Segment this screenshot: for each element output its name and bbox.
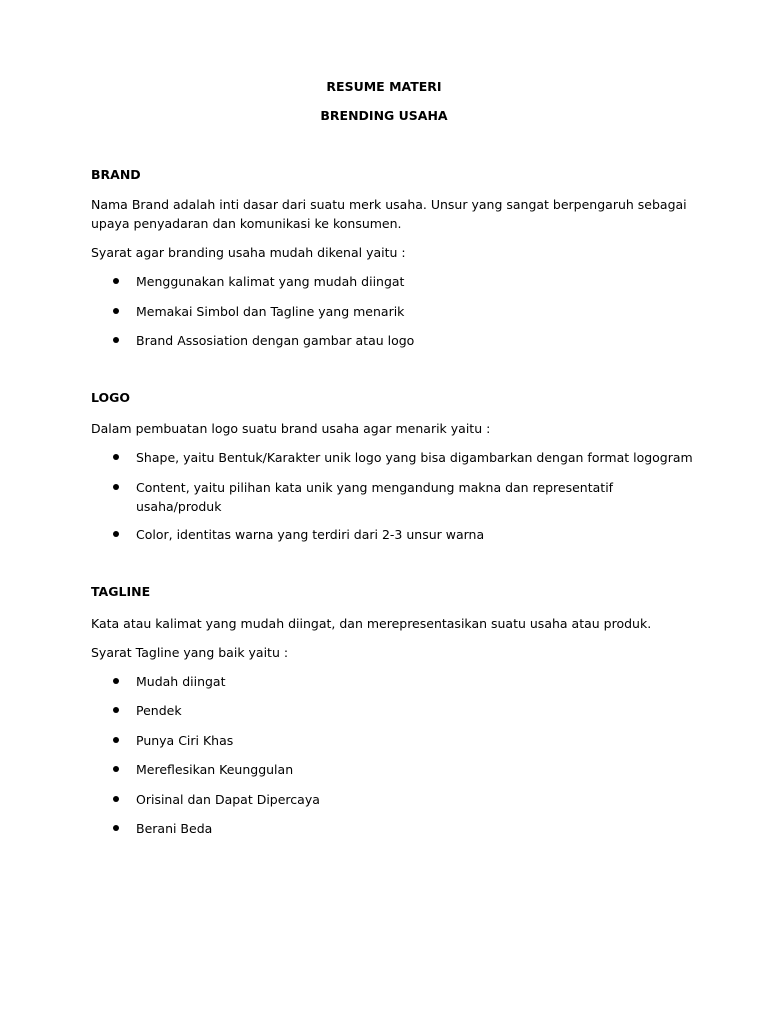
bullet-icon (113, 825, 119, 831)
list-item-text: Content, yaitu pilihan kata unik yang mengandung makna dan representatif usaha/produk (136, 480, 614, 514)
list-item-text: Mudah diingat (136, 674, 226, 689)
section-heading-brand: BRAND (91, 167, 141, 182)
brand-paragraph-2: Syarat agar branding usaha mudah dikenal yaitu : (91, 245, 406, 260)
list-item-text: Punya Ciri Khas (136, 733, 234, 748)
list-item-text: Pendek (136, 703, 182, 718)
bullet-icon (113, 454, 119, 460)
bullet-icon (113, 707, 119, 713)
list-item-text: Berani Beda (136, 821, 213, 836)
logo-paragraph-1: Dalam pembuatan logo suatu brand usaha agar menarik yaitu : (91, 421, 491, 436)
document-subtitle: BRENDING USAHA (320, 108, 448, 123)
list-item-text: Mereflesikan Keunggulan (136, 762, 294, 777)
list-item-text: Orisinal dan Dapat Dipercaya (136, 792, 320, 807)
bullet-icon (113, 766, 119, 772)
bullet-icon (113, 796, 119, 802)
list-item-text: Brand Assosiation dengan gambar atau logo (136, 333, 415, 348)
brand-paragraph-1: Nama Brand adalah inti dasar dari suatu merk usaha. Unsur yang sangat berpengaruh sebagai upaya penyadaran dan komunikasi ke konsumen. (91, 197, 687, 231)
list-item-text: Color, identitas warna yang terdiri dari 2-3 unsur warna (136, 527, 485, 542)
list-item-text: Memakai Simbol dan Tagline yang menarik (136, 304, 405, 319)
section-heading-logo: LOGO (91, 390, 131, 405)
document-title: RESUME MATERI (326, 79, 442, 94)
bullet-icon (113, 308, 119, 314)
bullet-icon (113, 678, 119, 684)
bullet-icon (113, 531, 119, 537)
bullet-icon (113, 484, 119, 490)
bullet-icon (113, 737, 119, 743)
tagline-paragraph-2: Syarat Tagline yang baik yaitu : (91, 645, 289, 660)
section-heading-tagline: TAGLINE (91, 584, 151, 599)
tagline-paragraph-1: Kata atau kalimat yang mudah diingat, dan merepresentasikan suatu usaha atau produk. (91, 616, 652, 631)
list-item-text: Shape, yaitu Bentuk/Karakter unik logo yang bisa digambarkan dengan format logogram (136, 450, 693, 465)
bullet-icon (113, 337, 119, 343)
bullet-icon (113, 278, 119, 284)
list-item-text: Menggunakan kalimat yang mudah diingat (136, 274, 405, 289)
